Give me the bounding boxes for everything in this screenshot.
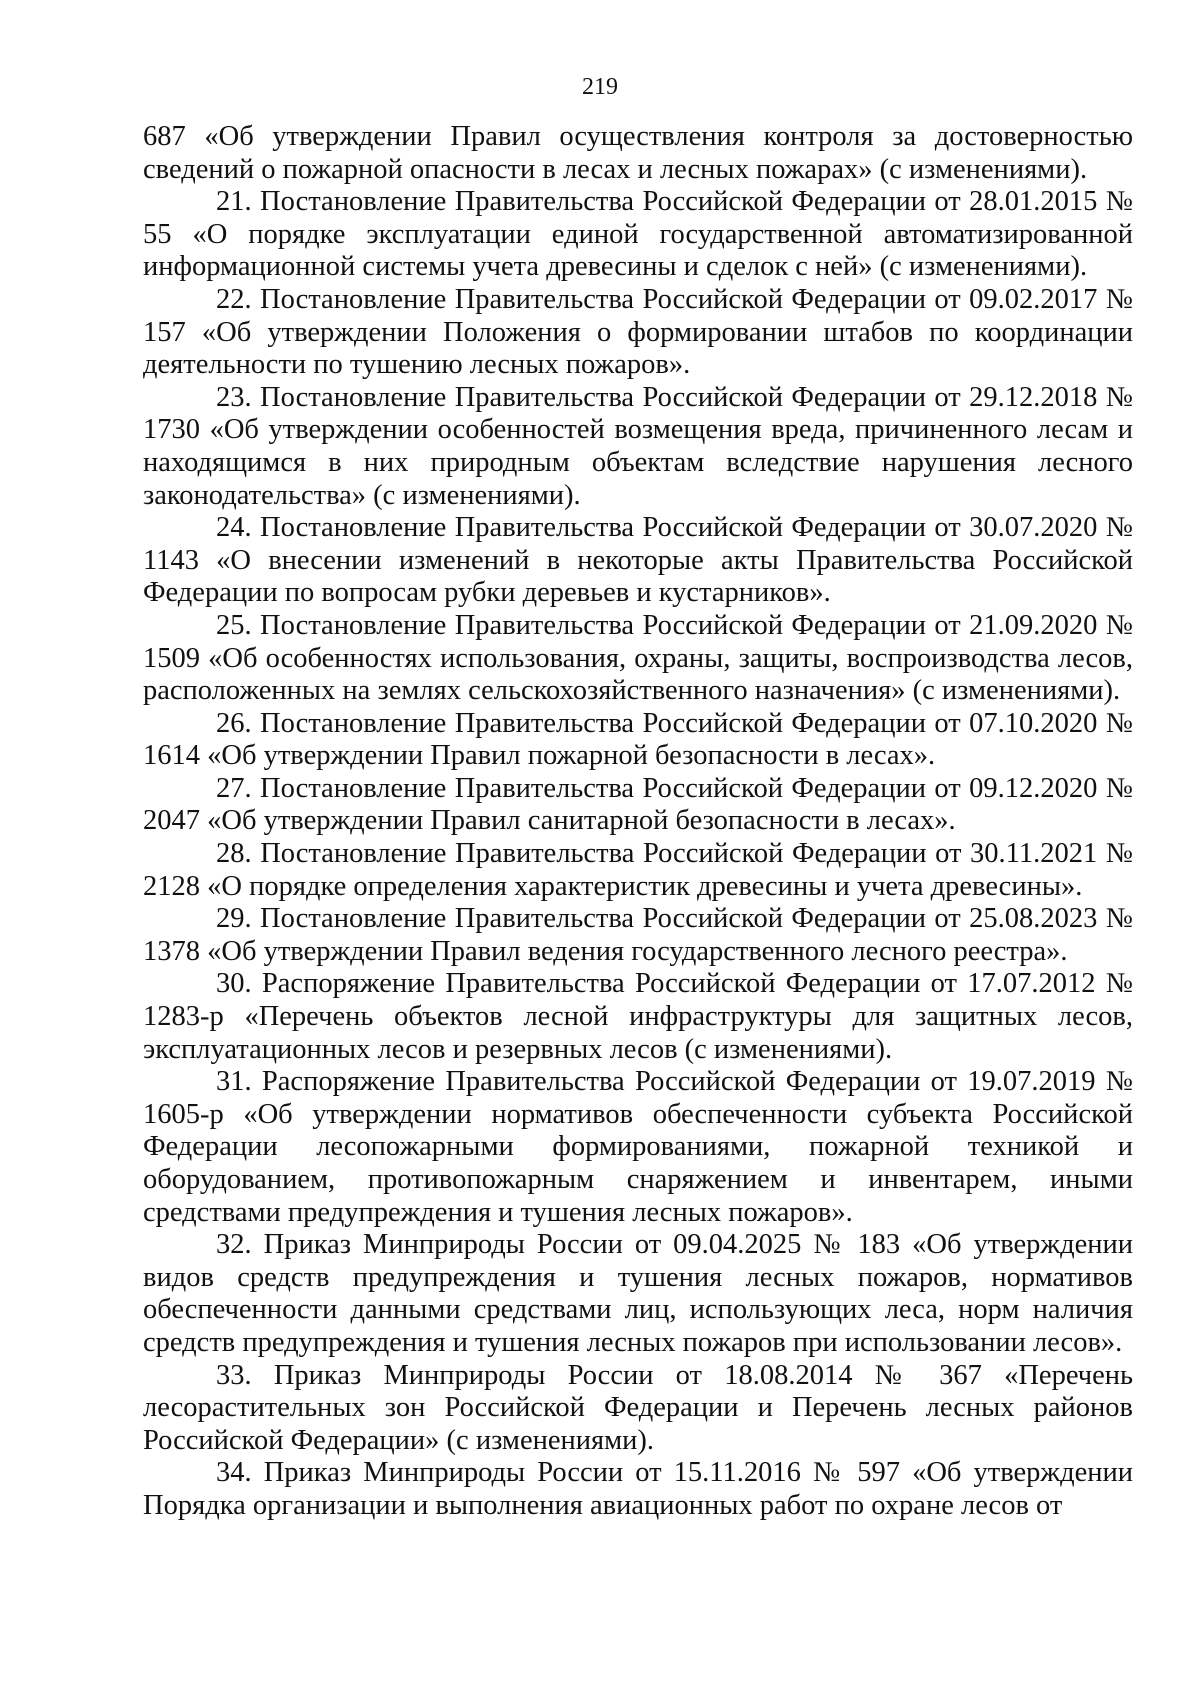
list-item-21: 21. Постановление Правительства Российской Федерации от 28.01.2015 № 55 «О порядке эксплуатации единой государственной автоматизированной информационной системы учета древесины и сделок с ней» (с изменениями). <box>143 186 1133 283</box>
list-item-29: 29. Постановление Правительства Российской Федерации от 25.08.2023 № 1378 «Об утверждении Правил ведения государственного лесного реестра». <box>143 903 1133 967</box>
list-item-33: 33. Приказ Минприроды России от 18.08.2014 № 367 «Перечень лесорастительных зон Российской Федерации и Перечень лесных районов Российской Федерации» (с изменениями). <box>143 1359 1133 1456</box>
document-body <box>143 121 1133 1523</box>
list-item-26: 26. Постановление Правительства Российской Федерации от 07.10.2020 № 1614 «Об утверждении Правил пожарной безопасности в лесах». <box>143 707 1133 772</box>
list-item-32: 32. Приказ Минприроды России от 09.04.2025 № 183 «Об утверждении видов средств предупреждения и тушения лесных пожаров, нормативов обеспеченности данными средствами лиц, использующих леса, норм наличия средств предупреждения и тушения лесных пожаров при использовании лесов». <box>143 1229 1133 1358</box>
list-item-30: 30. Распоряжение Правительства Российской Федерации от 17.07.2012 № 1283-р «Перечень объектов лесной инфраструктуры для защитных лесов, эксплуатационных лесов и резервных лесов (с изменениями). <box>143 968 1133 1065</box>
list-item-31: 31. Распоряжение Правительства Российской Федерации от 19.07.2019 № 1605-р «Об утверждении нормативов обеспеченности субъекта Российской Федерации лесопожарными формированиями, пожарной техникой и оборудованием, противопожарным снаряжением и инвентарем, иными средствами предупреждения и тушения лесных пожаров». <box>143 1066 1133 1228</box>
list-item-34: 34. Приказ Минприроды России от 15.11.2016 № 597 «Об утверждении Порядка организации и выполнения авиационных работ по охране лесов от <box>143 1457 1133 1521</box>
list-item-28: 28. Постановление Правительства Российской Федерации от 30.11.2021 № 2128 «О порядке определения характеристик древесины и учета древесины». <box>143 838 1133 902</box>
list-item-27: 27. Постановление Правительства Российской Федерации от 09.12.2020 № 2047 «Об утверждении Правил санитарной безопасности в лесах». <box>143 772 1133 837</box>
list-item-25: 25. Постановление Правительства Российской Федерации от 21.09.2020 № 1509 «Об особенностях использования, охраны, защиты, воспроизводства лесов, расположенных на землях сельскохозяйственного назначения» (с изменениями). <box>143 609 1133 707</box>
list-item-24: 24. Постановление Правительства Российской Федерации от 30.07.2020 № 1143 «О внесении изменений в некоторые акты Правительства Российской Федерации по вопросам рубки деревьев и кустарников». <box>143 512 1133 609</box>
page-number: 219 <box>582 74 618 100</box>
list-item-23: 23. Постановление Правительства Российской Федерации от 29.12.2018 № 1730 «Об утверждении особенностей возмещения вреда, причиненного лесам и находящимся в них природным объектам вследствие нарушения лесного законодательства» (с изменениями). <box>143 381 1133 511</box>
paragraph-continuation: 687 «Об утверждении Правил осуществления контроля за достоверностью сведений о пожарной опасности в лесах и лесных пожарах» (с изменениями). <box>143 121 1133 185</box>
list-item-22: 22. Постановление Правительства Российской Федерации от 09.02.2017 № 157 «Об утверждении Положения о формировании штабов по координации деятельности по тушению лесных пожаров». <box>143 283 1133 381</box>
